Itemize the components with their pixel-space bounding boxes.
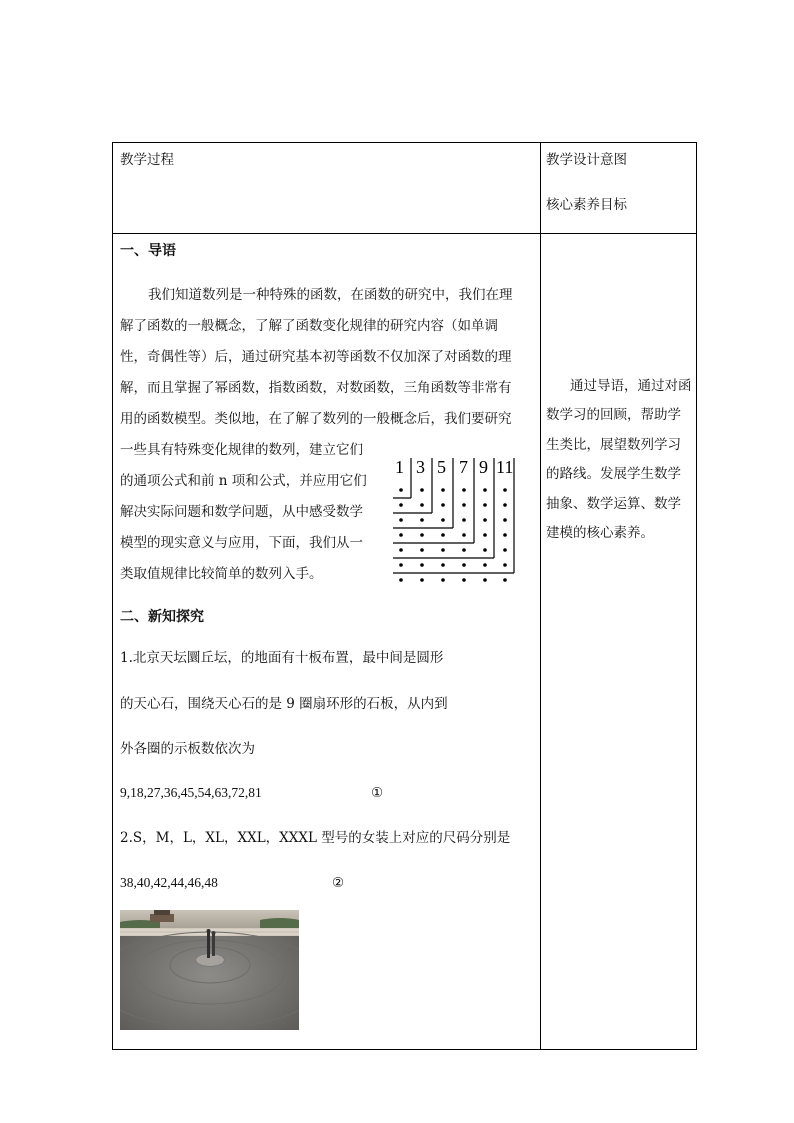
- diagram-dot: [483, 503, 487, 507]
- diagram-dot: [441, 548, 445, 552]
- diagram-dot: [441, 488, 445, 492]
- diagram-number: 7: [459, 457, 468, 477]
- process-column-title: 教学过程: [120, 152, 174, 168]
- diagram-dot: [441, 563, 445, 567]
- diagram-dot: [462, 548, 466, 552]
- diagram-dot: [503, 563, 507, 567]
- diagram-dot: [399, 533, 403, 537]
- diagram-dot: [399, 563, 403, 567]
- diagram-dot: [420, 548, 424, 552]
- section-heading-explore: 二、新知探究: [120, 609, 204, 625]
- diagram-dot: [462, 533, 466, 537]
- item1-line: 外各圈的示板数依次为: [120, 741, 255, 757]
- diagram-dot: [462, 503, 466, 507]
- diagram-number: 3: [416, 457, 425, 477]
- diagram-dot: [399, 503, 403, 507]
- diagram-dot: [503, 518, 507, 522]
- intro-line: 解了函数的一般概念，了解了函数变化规律的研究内容（如单调: [120, 318, 498, 334]
- diagram-dot: [462, 578, 466, 582]
- diagram-dot: [483, 488, 487, 492]
- diagram-dot: [441, 503, 445, 507]
- design-intent-text: 通过导语，通过对函数学习的回顾，帮助学生类比，展望数列学习的路线。发展学生数学抽象、数学运算、数学建模的核心素养。: [546, 378, 692, 542]
- diagram-number: 11: [496, 457, 514, 477]
- diagram-dot: [420, 578, 424, 582]
- diagram-dot: [441, 518, 445, 522]
- sequence-2: 38,40,42,44,46,48: [120, 875, 218, 890]
- sequence-2-mark: ②: [332, 875, 345, 891]
- intro-line: 用的函数模型。类似地，在了解了数列的一般概念后，我们要研究: [120, 411, 512, 427]
- odd-number-dot-diagram: [393, 453, 543, 593]
- diagram-dot: [483, 548, 487, 552]
- intro-line: 一些具有特殊变化规律的数列，建立它们: [120, 442, 363, 458]
- altar-photo: [120, 910, 299, 1030]
- diagram-number: 1: [395, 457, 404, 477]
- header-row-divider: [113, 233, 696, 234]
- diagram-dot: [483, 518, 487, 522]
- diagram-dot: [503, 578, 507, 582]
- diagram-number: 5: [437, 457, 446, 477]
- diagram-dot: [420, 488, 424, 492]
- diagram-dot: [420, 563, 424, 567]
- diagram-dot: [399, 548, 403, 552]
- diagram-dot: [399, 518, 403, 522]
- sequence-1-mark: ①: [371, 785, 384, 801]
- intro-line: 性，奇偶性等）后，通过研究基本初等函数不仅加深了对函数的理: [120, 349, 512, 365]
- diagram-dot: [503, 503, 507, 507]
- intro-line: 的通项公式和前 n 项和公式，并应用它们: [120, 473, 367, 489]
- diagram-dot: [441, 578, 445, 582]
- item2-line: 2.S，M，L，XL，XXL，XXXL 型号的女装上对应的尺码分别是: [120, 830, 511, 846]
- diagram-dot: [503, 548, 507, 552]
- goal-column-title: 核心素养目标: [546, 197, 627, 213]
- column-divider: [540, 143, 541, 1049]
- intro-line: 模型的现实意义与应用，下面，我们从一: [120, 535, 363, 551]
- diagram-dot: [503, 533, 507, 537]
- diagram-dot: [483, 563, 487, 567]
- diagram-dot: [503, 488, 507, 492]
- diagram-dot: [462, 518, 466, 522]
- intro-line: 解决实际问题和数学问题，从中感受数学: [120, 504, 363, 520]
- item1-line: 的天心石，围绕天心石的是 9 圈扇环形的石板，从内到: [120, 696, 448, 712]
- diagram-dot: [483, 533, 487, 537]
- intro-line: 类取值规律比较简单的数列入手。: [120, 566, 323, 582]
- diagram-dot: [483, 578, 487, 582]
- item1-line: 1.北京天坛圜丘坛，的地面有十板布置，最中间是圆形: [120, 650, 444, 666]
- diagram-dot: [420, 503, 424, 507]
- diagram-dot: [441, 533, 445, 537]
- intent-column-title: 教学设计意图: [546, 152, 627, 168]
- diagram-dot: [420, 533, 424, 537]
- lesson-table: [112, 142, 697, 1050]
- diagram-dot: [399, 488, 403, 492]
- diagram-dot: [462, 563, 466, 567]
- intro-line: 解，而且掌握了幂函数，指数函数，对数函数，三角函数等非常有: [120, 380, 512, 396]
- diagram-dot: [462, 488, 466, 492]
- diagram-dot: [399, 578, 403, 582]
- diagram-number: 9: [479, 457, 488, 477]
- section-heading-intro: 一、导语: [120, 243, 176, 259]
- sequence-1: 9,18,27,36,45,54,63,72,81: [120, 785, 262, 800]
- diagram-dot: [420, 518, 424, 522]
- intro-line: 我们知道数列是一种特殊的函数，在函数的研究中，我们在理: [148, 287, 513, 303]
